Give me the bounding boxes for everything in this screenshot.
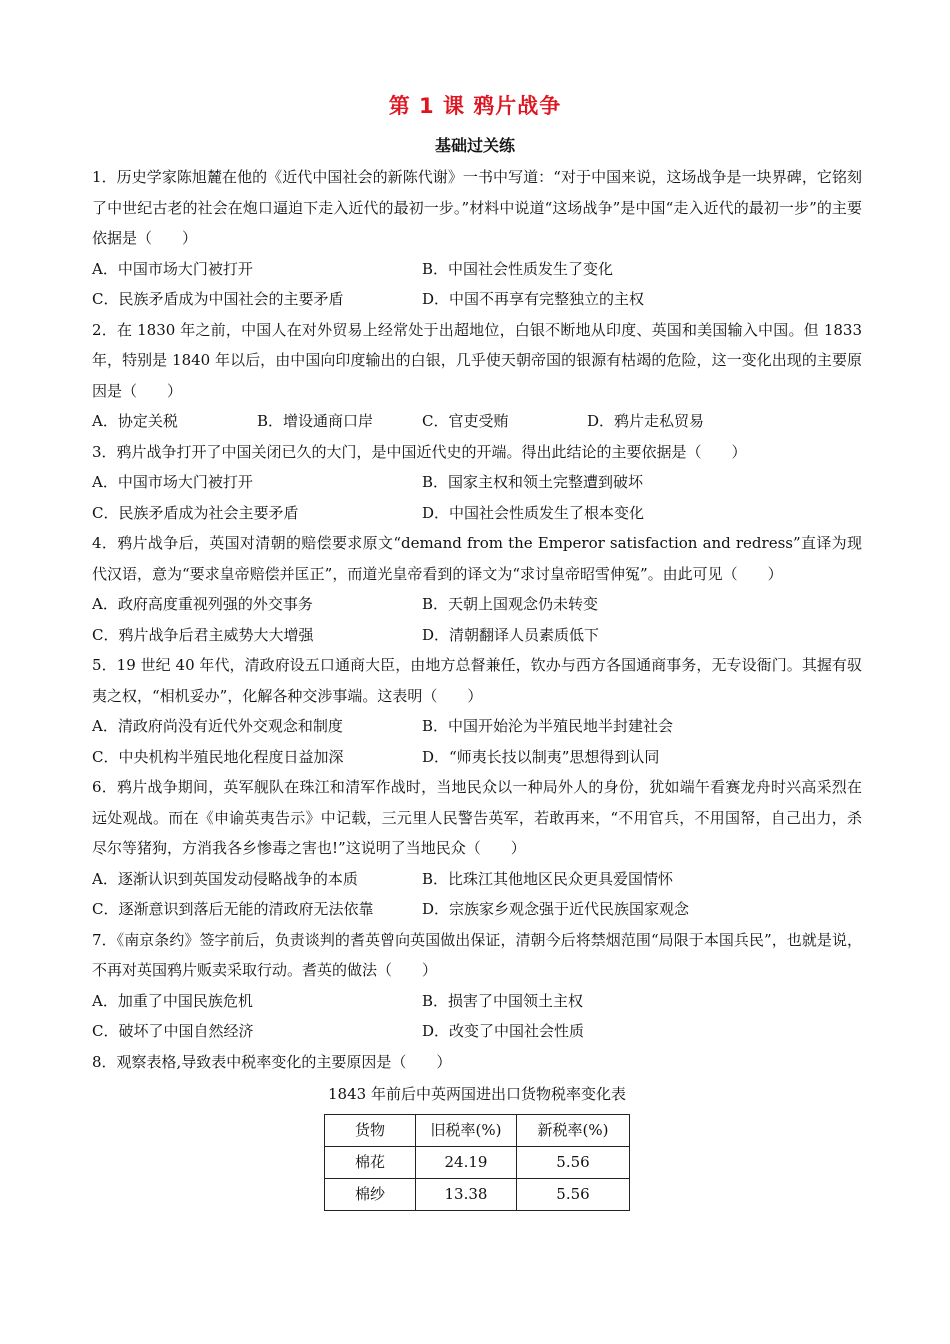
option-c: C．民族矛盾成为中国社会的主要矛盾: [92, 290, 344, 308]
option-c: C．官吏受贿: [422, 412, 509, 430]
question-stem: 6．鸦片战争期间，英军舰队在珠江和清军作战时，当地民众以一种局外人的身份，犹如端午看赛龙舟时兴高采烈在远处观战。而在《申谕英夷告示》中记载，三元里人民警告英军，若敢再来，“不用官兵，不用国帑，自己出力，杀尽尔等猪狗，方消我各乡惨毒之害也!”这说明了当地民众（ ）: [92, 778, 862, 857]
option-d: D．“师夷长技以制夷”思想得到认同: [422, 747, 660, 766]
table-header-cell: 新税率(%): [517, 1114, 630, 1146]
option-c: C．鸦片战争后君主威势大大增强: [92, 625, 314, 644]
option-group: [92, 864, 862, 925]
question-stem: 7．《南京条约》签字前后，负责谈判的耆英曾向英国做出保证，清朝今后将禁烟范围“局限于本国兵民”，也就是说，不再对英国鸦片贩卖采取行动。耆英的做法（ ）: [92, 930, 862, 979]
option-b: B．天朝上国观念仍未转变: [422, 595, 599, 613]
table-cell: 5.56: [517, 1178, 630, 1210]
question-stem: 8．观察表格,导致表中税率变化的主要原因是（ ）: [92, 1052, 452, 1071]
option-a: A．中国市场大门被打开: [92, 473, 253, 491]
option-a: A．政府高度重视列强的外交事务: [92, 595, 313, 613]
table-header-cell: 旧税率(%): [416, 1114, 517, 1146]
table-cell: 5.56: [517, 1146, 630, 1178]
section-subtitle: 基础过关练: [434, 136, 515, 155]
question-stem: 5．19 世纪 40 年代，清政府设五口通商大臣，由地方总督兼任，钦办与西方各国通商事务，无专设衙门。其握有驭夷之权，“相机妥办”，化解各种交涉事端。这表明（ ）: [92, 656, 862, 705]
option-c: C．逐渐意识到落后无能的清政府无法依靠: [92, 900, 374, 918]
option-d: D．鸦片走私贸易: [587, 412, 705, 430]
option-a: A．逐渐认识到英国发动侵略战争的本质: [92, 869, 358, 888]
option-b: B．中国开始沦为半殖民地半封建社会: [422, 717, 674, 735]
table-header-row: [325, 1114, 630, 1146]
lesson-title: 第 1 课 鸦片战争: [388, 94, 562, 118]
table-cell: 13.38: [416, 1178, 517, 1210]
question-stem: 1．历史学家陈旭麓在他的《近代中国社会的新陈代谢》一书中写道：“对于中国来说，这场战争是一块界碑，它铭刻了中世纪古老的社会在炮口逼迫下走入近代的最初一步。”材料中说道“这场战争”是中国“走入近代的最初一步”的主要依据是（ ）: [92, 168, 862, 247]
question-stem: 4．鸦片战争后，英国对清朝的赔偿要求原文“demand from the Emperor satisfaction and redress”直译为现代汉语，意为“要求皇帝赔偿并匡正”，而道光皇帝看到的译文为“求讨皇帝昭雪伸冤”。由此可见（ ）: [92, 534, 862, 583]
option-b: B．国家主权和领土完整遭到破坏: [422, 473, 644, 491]
option-group: [92, 254, 862, 315]
option-c: C．破坏了中国自然经济: [92, 1022, 254, 1040]
table-row: [325, 1178, 630, 1210]
table-cell: 棉纱: [325, 1178, 416, 1210]
option-b: B．比珠江其他地区民众更具爱国情怀: [422, 869, 674, 888]
option-a: A．加重了中国民族危机: [92, 991, 253, 1010]
option-a: A．清政府尚没有近代外交观念和制度: [92, 717, 343, 735]
question-list: [92, 162, 862, 1211]
table-row: [325, 1146, 630, 1178]
option-a: A．中国市场大门被打开: [92, 259, 253, 278]
option-group: [92, 406, 862, 437]
option-group: [92, 711, 862, 772]
option-b: B．损害了中国领土主权: [422, 991, 584, 1010]
question-stem: 2．在 1830 年之前，中国人在对外贸易上经常处于出超地位，白银不断地从印度、英国和美国输入中国。但 1833 年，特别是 1840 年以后，由中国向印度输出的白银，几乎使天朝帝国的银源有枯竭的危险，这一变化出现的主要原因是（ ）: [92, 320, 862, 400]
option-group: [92, 467, 862, 528]
option-d: D．中国社会性质发生了根本变化: [422, 503, 645, 522]
option-d: D．清朝翻译人员素质低下: [422, 625, 600, 644]
table-caption: 1843 年前后中英两国进出口货物税率变化表: [328, 1085, 626, 1103]
option-d: D．宗族家乡观念强于近代民族国家观念: [422, 900, 690, 918]
option-d: D．中国不再享有完整独立的主权: [422, 290, 645, 308]
option-group: [92, 589, 862, 650]
option-d: D．改变了中国社会性质: [422, 1022, 585, 1040]
option-group: [92, 986, 862, 1047]
option-b: B．增设通商口岸: [257, 412, 374, 430]
option-c: C．中央机构半殖民地化程度日益加深: [92, 747, 344, 766]
tax-rate-table: [324, 1114, 630, 1211]
option-c: C．民族矛盾成为社会主要矛盾: [92, 503, 299, 522]
table-cell: 棉花: [325, 1146, 416, 1178]
option-a: A．协定关税: [92, 412, 178, 430]
question-stem: 3．鸦片战争打开了中国关闭已久的大门，是中国近代史的开端。得出此结论的主要依据是（ ）: [92, 442, 747, 461]
option-b: B．中国社会性质发生了变化: [422, 259, 614, 278]
table-header-cell: 货物: [325, 1114, 416, 1146]
table-cell: 24.19: [416, 1146, 517, 1178]
